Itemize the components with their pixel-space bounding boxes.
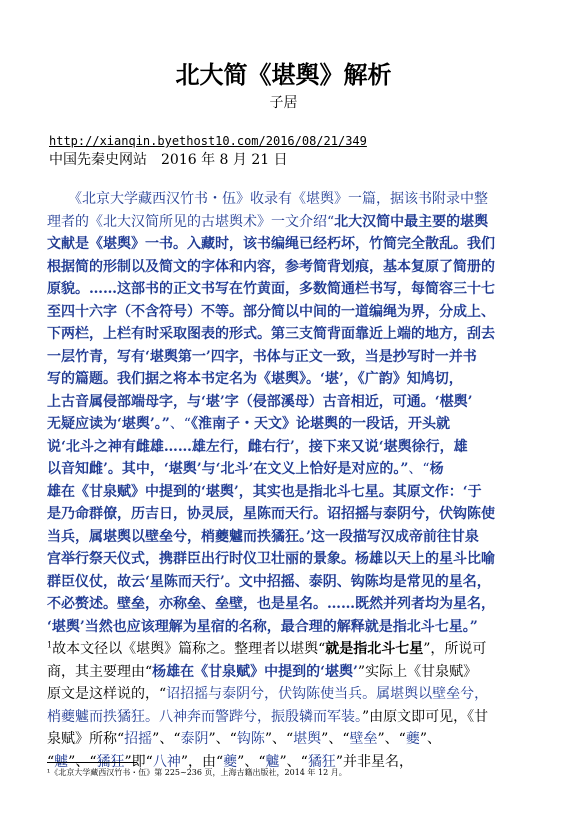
text-run: 不必赘述。壁垒，亦称垒、垒壁，也是星名。……既然并列者均为星名， <box>47 596 495 612</box>
text-run: 《淮南子・天文》论堪舆的一段话，开头就 <box>190 416 450 432</box>
text-run: 宫举行祭天仪式，携群臣出行时仪卫壮丽的景象。杨雄以天上的星斗比喻 <box>47 551 495 567</box>
article-title: 北大简《堪舆》解析 <box>175 60 392 89</box>
text-run: 下两栏，上栏有时采取图表的形式。第三支简背面靠近上端的地方，刮去 <box>47 326 495 342</box>
text-run: 就是指北斗七星 <box>325 641 424 657</box>
text-run: ”、“ <box>264 731 294 747</box>
body-line <box>47 503 516 526</box>
text-run: ”、 <box>419 731 441 747</box>
footnote-marker: 1 <box>47 640 53 650</box>
body-line <box>47 256 516 279</box>
text-run: 钩陈 <box>236 731 265 747</box>
text-run: 说‘北斗之神有雌雄……雄左行，雌右行’，接下来又说‘堪舆徐行，雄 <box>47 438 468 455</box>
body-line <box>47 458 516 481</box>
text-run: 至四十六字（不含符号）不等。部分简以中间的一道编绳为界，分成上、 <box>47 303 495 320</box>
body-line <box>47 593 516 616</box>
body-line <box>47 391 516 414</box>
body-line <box>47 548 516 571</box>
body-line <box>47 706 516 729</box>
text-run: 北大汉简中最主要的堪舆 <box>334 213 489 230</box>
text-run: ”，所说可 <box>423 641 487 657</box>
text-run: 上古音属侵部端母字，与‘堪’字（侵部溪母）古音相近，可通。‘椹舆’ <box>47 393 473 410</box>
footnote: ¹《北京大学藏西汉竹书・伍》第 225~236 页，上海古籍出版社，2014 年 12 月。 <box>47 768 347 777</box>
body-line <box>47 638 516 661</box>
article-body <box>47 188 516 773</box>
body-line <box>47 526 516 549</box>
text-run: 写的篇题。我们据之将本书定名为《堪舆》。‘堪’，《广韵》知鸠切， <box>47 371 463 387</box>
text-run: 《北京大学藏西汉竹书・伍》收录有《堪舆》一篇，据该书附录中整 <box>47 191 488 207</box>
text-run: ”、“ <box>208 731 237 747</box>
text-run: ”即“ <box>124 753 153 770</box>
text-run: 魖 <box>265 753 280 770</box>
body-line <box>47 301 516 324</box>
text-run: ”实际上《甘泉赋》 <box>357 663 478 680</box>
text-run: ”由原文即可见，《甘 <box>362 708 489 725</box>
text-run: 招摇 <box>124 731 153 747</box>
text-run: ‘堪舆’当然也应该理解为星宿的名称，最合理的解释就是指北斗七星。” <box>47 618 478 635</box>
source-site-date: 中国先秦史网站 2016 年 8 月 21 日 <box>49 152 288 168</box>
text-run: ”、“ <box>68 753 97 770</box>
text-run: ”、“ <box>377 731 406 747</box>
text-run: 泉赋》所称“ <box>47 731 125 747</box>
body-line <box>47 728 516 751</box>
text-run: 以音知雌’。其中，‘堪舆’与‘北斗’在文义上恰好是对应的。” <box>47 461 409 477</box>
body-line <box>47 346 516 369</box>
body-line <box>47 368 516 391</box>
body-line <box>47 571 516 594</box>
body-line <box>47 278 516 301</box>
body-line <box>47 188 516 211</box>
text-run: ”、“ <box>152 731 181 747</box>
text-run: 獝狂 <box>307 753 336 770</box>
body-line <box>47 436 516 459</box>
text-run: 一层竹青，写有‘堪舆第一’四字，书体与正文一致，当是抄写时一并书 <box>47 348 477 365</box>
author-name: 子居 <box>269 95 298 111</box>
text-run: 诏招摇与泰阴兮，伏钩陈使当兵。属堪舆以壁垒兮， <box>166 686 489 702</box>
text-run: ”、“ <box>279 753 308 770</box>
text-run: 泰阴 <box>180 731 209 747</box>
text-run: 獝狂 <box>96 753 125 770</box>
text-run: 杨雄在《甘泉赋》中提到的‘堪舆’ <box>152 663 358 680</box>
text-run: 根据简的形制以及简文的字体和内容，参考简背划痕，基本复原了简册的 <box>47 258 495 275</box>
body-line <box>47 661 516 684</box>
text-run: ”、“ <box>237 753 266 770</box>
text-run: 故本文径以《堪舆》篇称之。整理者以堪舆“ <box>52 641 326 657</box>
text-run: “ <box>47 753 55 770</box>
body-line <box>47 413 516 436</box>
text-run: 夔 <box>405 731 420 747</box>
text-run: 八神 <box>152 753 181 770</box>
text-run: 群臣仪仗，故云‘星陈而天行’。文中招摇、泰阴、钩陈均是常见的星名， <box>47 573 491 590</box>
text-run: 文献是《堪舆》一书。入藏时，该书编绳已经朽坏，竹简完全散乱。我们 <box>47 236 495 252</box>
text-run: 无疑应读为‘堪舆’。” <box>47 416 170 432</box>
body-line <box>47 323 516 346</box>
source-url-link[interactable]: http://xianqin.byethost10.com/2016/08/21/349 <box>49 134 367 148</box>
text-run: 堪舆 <box>293 731 322 747</box>
text-run: 商，其主要理由“ <box>47 663 153 680</box>
text-run: 原貌。……这部书的正文书写在竹黄面，多数简通栏书写，每简容三十七 <box>47 281 495 297</box>
text-run: 理者的《北大汉简所见的古堪舆术》一文介绍“ <box>47 213 335 230</box>
text-run: 杨 <box>429 461 444 477</box>
text-run: 、“ <box>408 461 430 477</box>
text-run: 壁垒 <box>349 731 378 747</box>
text-run: ”并非星名， <box>335 753 413 770</box>
text-run: 雄在《甘泉赋》中提到的‘堪舆’，其实也是指北斗七星。其原文作：‘于 <box>47 483 482 500</box>
body-line <box>47 481 516 504</box>
footnote-divider <box>47 762 137 763</box>
text-run: 梢夔魖而抶獝狂。八神奔而警跸兮，振殷辚而军装。 <box>47 708 362 725</box>
text-run: 是乃命群僚，历吉日，协灵辰，星陈而天行。诏招摇与泰阴兮，伏钩陈使 <box>47 506 495 522</box>
text-run: 当兵，属堪舆以壁垒兮，梢夔魖而抶獝狂。’这一段描写汉成帝前往甘泉 <box>47 528 479 545</box>
body-line <box>47 616 516 639</box>
text-run: 、“ <box>169 416 191 432</box>
text-run: 夔 <box>223 753 238 770</box>
body-line <box>47 233 516 256</box>
text-run: 原文是这样说的，“ <box>47 686 167 702</box>
body-line <box>47 211 516 234</box>
text-run: ”，由“ <box>180 753 224 770</box>
text-run: ”、“ <box>321 731 350 747</box>
text-run: 魖 <box>54 753 69 770</box>
body-line <box>47 683 516 706</box>
